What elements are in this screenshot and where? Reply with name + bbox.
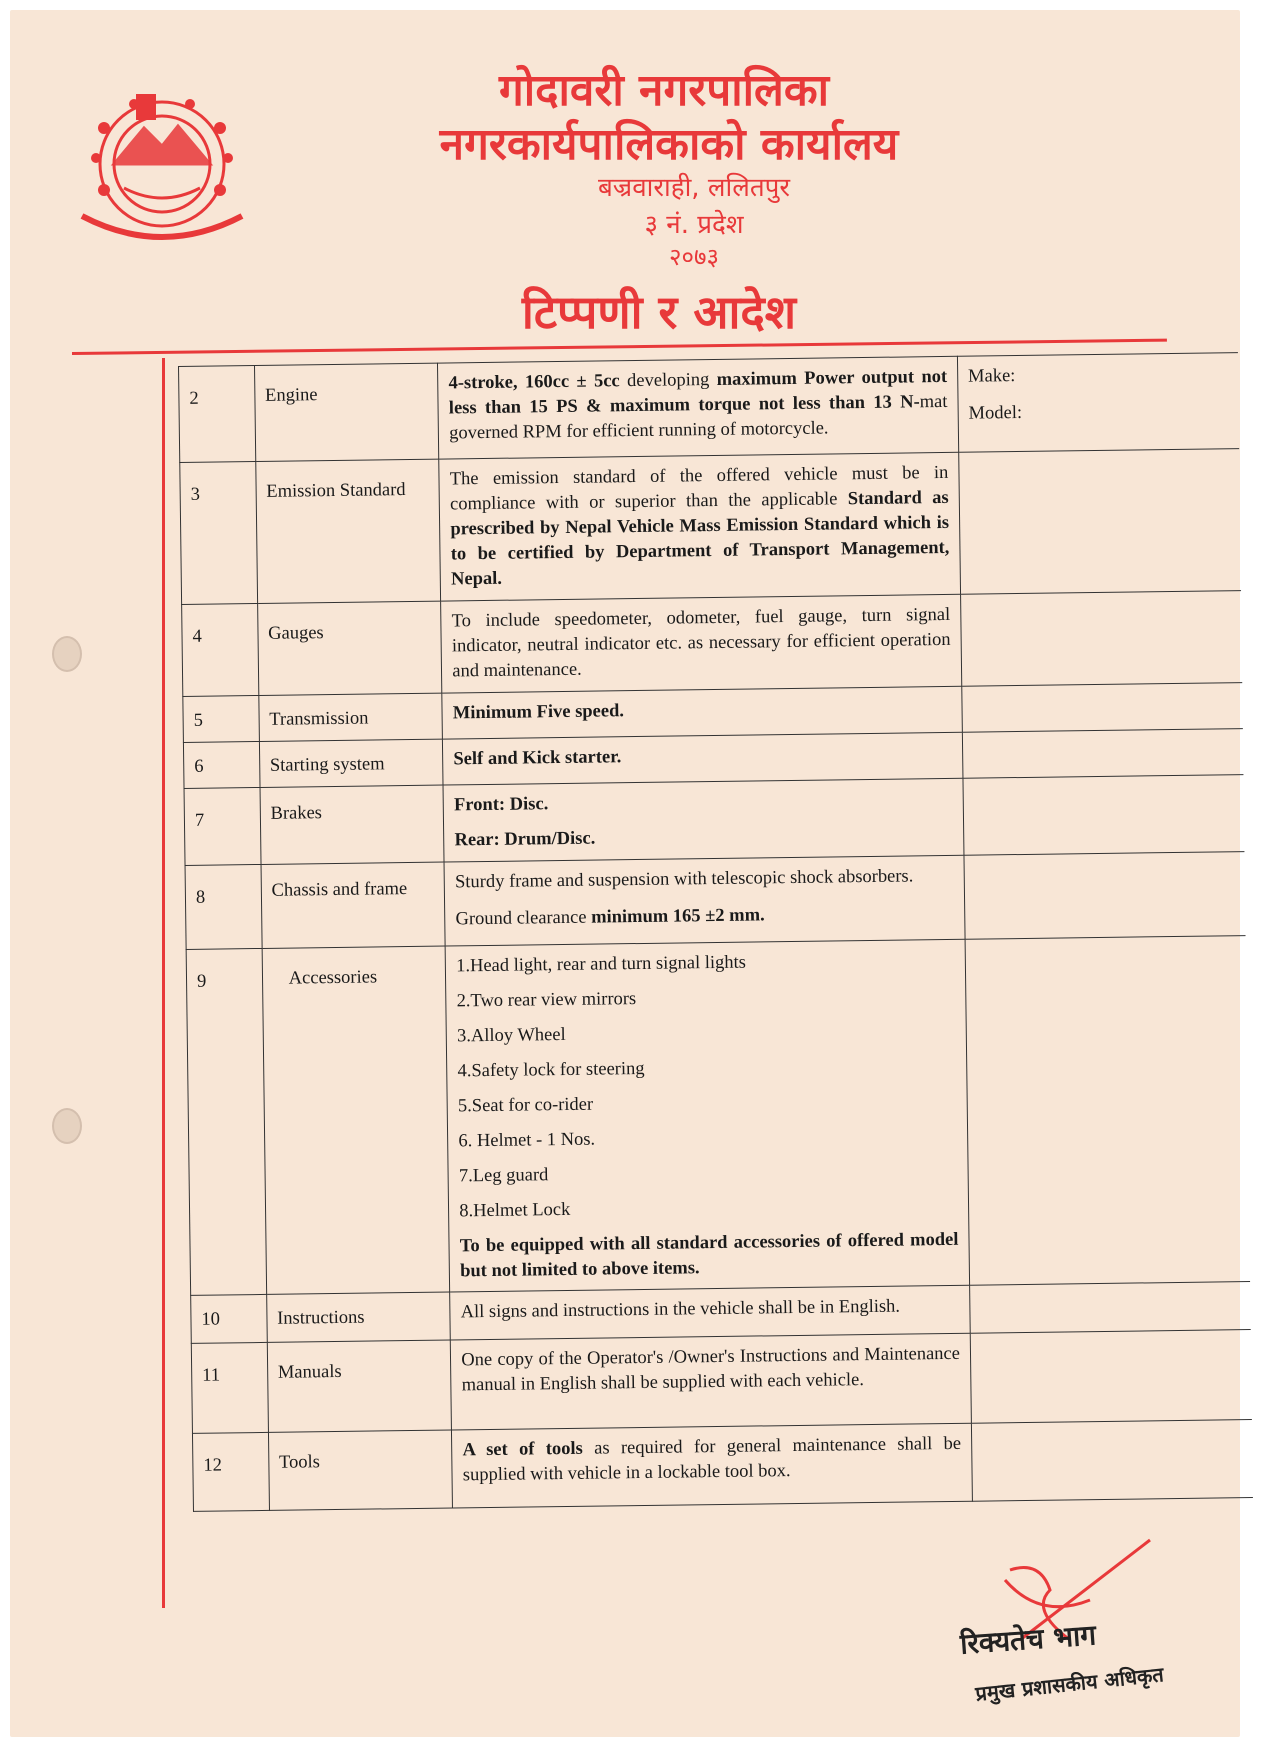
list-item: 6. Helmet - 1 Nos. <box>458 1129 596 1152</box>
spec-text: Self and Kick starter. <box>453 747 622 770</box>
list-item: 2.Two rear view mirrors <box>456 988 637 1012</box>
spec-text: Sturdy frame and suspension with telescopic shock absorbers. <box>454 866 914 893</box>
spec-text: To include speedometer, odometer, fuel gauge, turn signal indicator, neutral indicator etc. as necessary for efficient operation and maintenance. <box>451 604 951 682</box>
row-number: 3 <box>180 461 258 604</box>
row-spec <box>451 1334 972 1431</box>
row-number: 5 <box>183 695 259 742</box>
spec-text: Minimum Five speed. <box>452 701 625 724</box>
table-row <box>180 449 1241 605</box>
row-item: Gauges <box>257 601 442 695</box>
row-spec <box>443 732 963 785</box>
spec-text: All signs and instructions in the vehicle shall be in English. <box>460 1297 901 1323</box>
row-spec <box>438 356 959 459</box>
row-extra <box>963 774 1245 855</box>
spec-text: maximum Power output not less than 15 PS & maximum torque not less than 13 N- <box>448 366 948 419</box>
header-year: २०७३ <box>669 243 719 271</box>
row-extra <box>964 851 1246 939</box>
stamp-line-1: रिक्यतेच भाग <box>959 1618 1098 1661</box>
table-row <box>191 1330 1252 1434</box>
row-item: Accessories <box>262 946 450 1295</box>
spec-text: A set of tools <box>462 1439 583 1461</box>
row-number: 8 <box>185 864 262 949</box>
row-spec <box>443 778 964 862</box>
row-extra <box>960 590 1242 686</box>
row-extra <box>970 1282 1251 1334</box>
spec-text: 4-stroke, 160cc ± 5cc <box>448 371 620 394</box>
spec-text: The emission standard of the offered vehicle must be in compliance with or superior than the applicable <box>449 462 949 515</box>
table-row <box>184 774 1244 865</box>
punch-hole <box>52 636 82 672</box>
spec-text: Standard as prescribed by Nepal Vehicle Mass Emission Standard which is to be certified by Department of Transport Management, Nepal. <box>450 487 950 590</box>
row-spec <box>450 1286 970 1341</box>
row-spec <box>452 1424 973 1509</box>
row-extra <box>962 682 1243 732</box>
row-number: 6 <box>183 741 259 788</box>
row-item: Manuals <box>267 1340 452 1432</box>
row-extra <box>959 449 1241 595</box>
row-item: Instructions <box>266 1292 450 1342</box>
header-province: ३ नं. प्रदेश <box>644 210 744 240</box>
specification-table <box>178 352 1253 1512</box>
row-item: Brakes <box>260 785 445 864</box>
spec-text: One copy of the Operator's /Owner's Instructions and Maintenance manual in English shall be supplied with each vehicle. <box>461 1344 961 1396</box>
row-item: Emission Standard <box>255 459 440 603</box>
row-extra <box>965 935 1250 1285</box>
table-row <box>185 851 1246 949</box>
row-number: 4 <box>182 603 259 696</box>
row-item: Tools <box>268 1430 453 1510</box>
row-extra <box>971 1420 1253 1502</box>
spec-text: mat governed RPM for efficient running of motorcycle. <box>449 391 948 444</box>
spec-text: as required for general maintenance shall be supplied with vehicle in a lockable tool box. <box>462 1434 962 1486</box>
row-item: Transmission <box>259 693 443 741</box>
row-number: 10 <box>191 1295 267 1344</box>
row-spec <box>441 594 962 693</box>
list-item: 7.Leg guard <box>458 1164 549 1186</box>
row-number: 12 <box>192 1433 269 1512</box>
list-item: 5.Seat for co-rider <box>457 1094 594 1117</box>
page-title: टिप्पणी र आदेश <box>521 285 797 339</box>
header-office: नगरकार्यपालिकाको कार्यालय <box>439 119 899 170</box>
row-spec <box>445 939 969 1292</box>
specification-table-wrap <box>178 352 1254 1606</box>
model-label: Model: <box>968 402 1023 424</box>
table-row <box>179 353 1240 463</box>
row-item: Starting system <box>259 739 443 787</box>
list-item: 4.Safety lock for steering <box>457 1058 645 1082</box>
list-item: 1.Head light, rear and turn signal lights <box>456 952 747 977</box>
spec-text: Ground clearance <box>455 907 592 930</box>
punch-hole <box>52 1108 82 1144</box>
row-extra <box>962 728 1243 778</box>
row-extra <box>957 353 1239 453</box>
row-number: 9 <box>186 948 266 1296</box>
header-municipality: गोदावरी नगरपालिका <box>498 65 830 116</box>
row-item: Chassis and frame <box>261 862 446 948</box>
spec-text: Rear: Drum/Disc. <box>454 828 596 851</box>
row-number: 2 <box>179 366 256 463</box>
row-extra <box>970 1330 1252 1424</box>
table-row <box>182 590 1243 696</box>
spec-text: minimum 165 ±2 mm. <box>590 905 765 928</box>
margin-rule <box>162 358 165 1608</box>
table-row <box>186 935 1250 1296</box>
row-number: 11 <box>191 1343 268 1434</box>
row-spec <box>444 855 965 946</box>
row-spec <box>439 452 960 601</box>
row-number: 7 <box>184 787 261 865</box>
row-item: Engine <box>254 363 439 461</box>
stamp-line-2: प्रमुख प्रशासकीय अधिकृत <box>974 1662 1165 1706</box>
make-label: Make: <box>967 366 1016 387</box>
spec-text: Front: Disc. <box>453 794 549 816</box>
accessories-note: To be equipped with all standard accessories of offered model but not limited to above items. <box>459 1229 959 1281</box>
header-address: बज्रवाराही, ललितपुर <box>597 173 791 203</box>
list-item: 8.Helmet Lock <box>459 1199 571 1221</box>
table-row <box>192 1420 1252 1512</box>
list-item: 3.Alloy Wheel <box>456 1024 566 1047</box>
spec-text: developing <box>619 369 717 392</box>
row-spec <box>442 686 962 739</box>
